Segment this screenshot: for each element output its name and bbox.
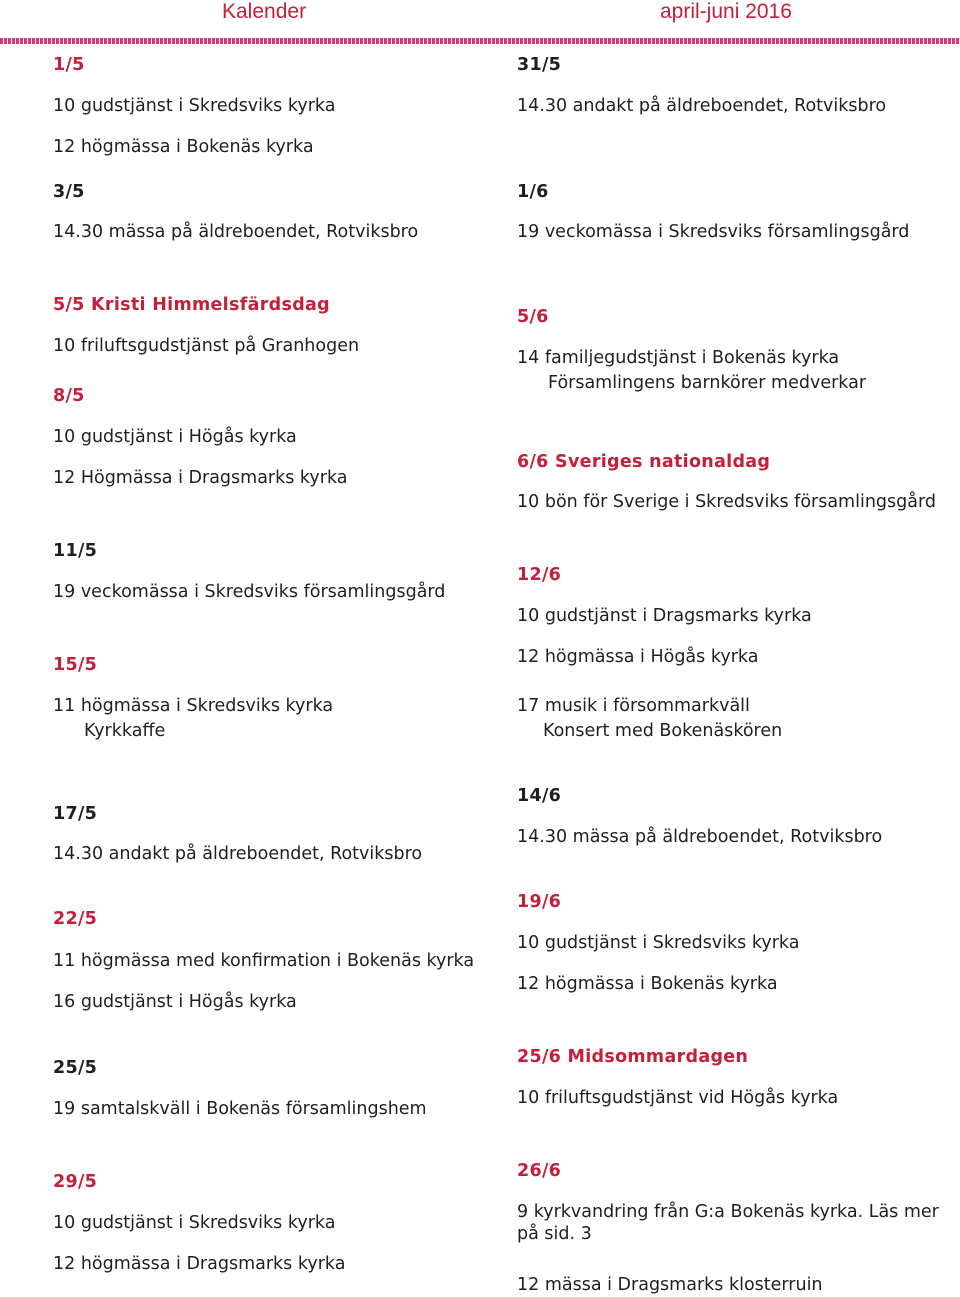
event-line: 16 gudstjänst i Högås kyrka	[53, 992, 297, 1012]
event-line: 19 samtalskväll i Bokenäs församlingshem	[53, 1099, 427, 1119]
event-line: 10 gudstjänst i Skredsviks kyrka	[53, 1213, 336, 1233]
event-line: 12 högmässa i Bokenäs kyrka	[53, 137, 314, 157]
date-heading: 19/6	[517, 892, 562, 912]
event-line: 12 Högmässa i Dragsmarks kyrka	[53, 468, 348, 488]
page-header	[0, 0, 960, 46]
date-heading: 12/6	[517, 565, 562, 585]
event-line: 14.30 andakt på äldreboendet, Rotviksbro	[517, 96, 887, 116]
date-heading: 26/6	[517, 1161, 562, 1181]
date-heading: 5/5 Kristi Himmelsfärdsdag	[53, 295, 330, 315]
event-line: 12 högmässa i Dragsmarks kyrka	[53, 1254, 346, 1274]
event-line: 10 friluftsgudstjänst på Granhogen	[53, 336, 360, 356]
event-line: 10 friluftsgudstjänst vid Högås kyrka	[517, 1088, 839, 1108]
event-line: 19 veckomässa i Skredsviks församlingsgård	[517, 222, 910, 242]
date-heading: 29/5	[53, 1172, 98, 1192]
date-heading: 1/5	[53, 55, 85, 75]
date-heading: 11/5	[53, 541, 98, 561]
event-line: 9 kyrkvandring från G:a Bokenäs kyrka. Läs mer på sid. 3	[517, 1202, 939, 1244]
event-line: 10 gudstjänst i Dragsmarks kyrka	[517, 606, 812, 626]
event-line: 11 högmässa i Skredsviks kyrka	[53, 696, 334, 716]
event-line: 17 musik i försommarkväll	[517, 696, 750, 716]
event-line: 12 högmässa i Högås kyrka	[517, 647, 759, 667]
header-period: april-juni 2016	[660, 0, 792, 23]
date-heading: 1/6	[517, 182, 549, 202]
event-line: 10 gudstjänst i Högås kyrka	[53, 427, 297, 447]
event-line: 14.30 mässa på äldreboendet, Rotviksbro	[517, 827, 883, 847]
event-line: 10 gudstjänst i Skredsviks kyrka	[53, 96, 336, 116]
event-line: 12 mässa i Dragsmarks klosterruin	[517, 1275, 823, 1295]
date-heading: 25/5	[53, 1058, 98, 1078]
event-line: 19 veckomässa i Skredsviks församlingsgård	[53, 582, 446, 602]
event-line: 12 högmässa i Bokenäs kyrka	[517, 974, 778, 994]
date-heading: 22/5	[53, 909, 98, 929]
header-title: Kalender	[222, 0, 307, 23]
date-heading: 14/6	[517, 786, 562, 806]
date-heading: 25/6 Midsommardagen	[517, 1047, 749, 1067]
date-heading: 31/5	[517, 55, 562, 75]
event-line: 14 familjegudstjänst i Bokenäs kyrka	[517, 348, 840, 368]
date-heading: 15/5	[53, 655, 98, 675]
date-heading: 3/5	[53, 182, 85, 202]
date-heading: 8/5	[53, 386, 85, 406]
date-heading: 17/5	[53, 804, 98, 824]
event-line: 14.30 mässa på äldreboendet, Rotviksbro	[53, 222, 419, 242]
event-line: 10 bön för Sverige i Skredsviks församlingsgård	[517, 492, 936, 512]
event-note: Konsert med Bokenäskören	[543, 721, 783, 741]
event-note: Församlingens barnkörer medverkar	[548, 373, 867, 393]
date-heading: 6/6 Sveriges nationaldag	[517, 452, 771, 472]
event-line: 14.30 andakt på äldreboendet, Rotviksbro	[53, 844, 423, 864]
event-note: Kyrkkaffe	[84, 721, 166, 741]
header-divider	[0, 38, 960, 44]
event-line: 10 gudstjänst i Skredsviks kyrka	[517, 933, 800, 953]
date-heading: 5/6	[517, 307, 549, 327]
event-line: 11 högmässa med konfirmation i Bokenäs kyrka	[53, 951, 475, 971]
